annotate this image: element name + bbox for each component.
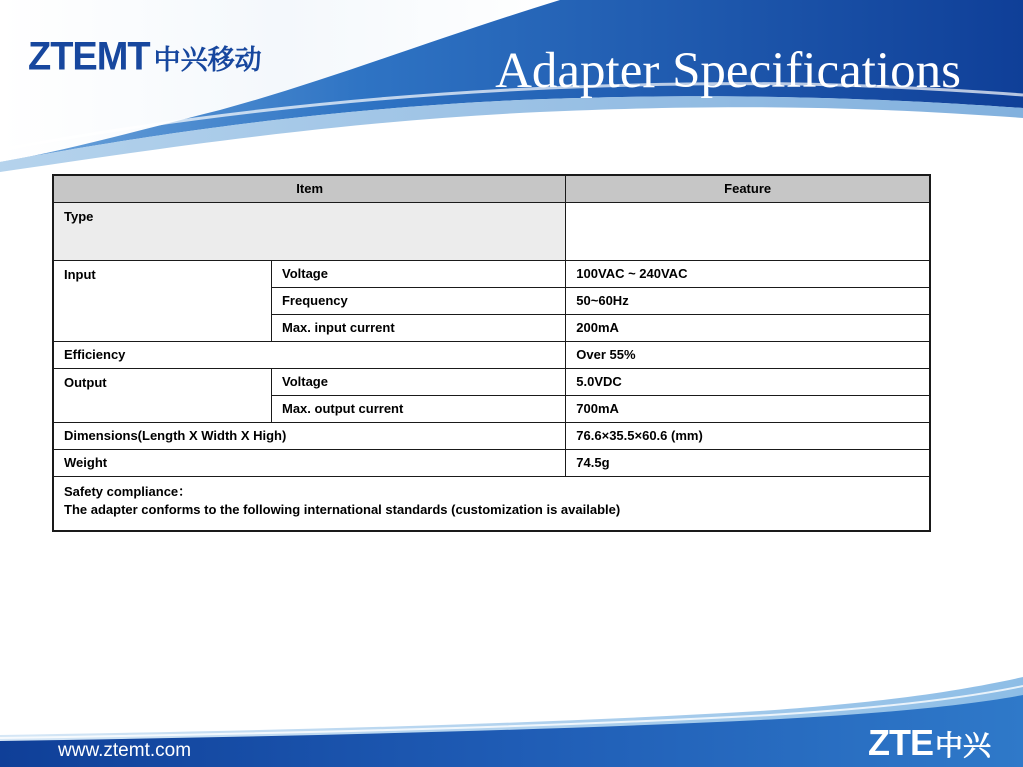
table-row	[53, 422, 930, 449]
footer-logo-chinese-text: 中兴	[934, 729, 991, 762]
table-row	[53, 260, 930, 287]
safety-compliance-text: The adapter conforms to the following international standards (customization is available)	[64, 501, 621, 517]
column-header-feature: Feature	[566, 175, 930, 202]
input-voltage-value: 100VAC ~ 240VAC	[566, 260, 930, 287]
safety-compliance-cell	[53, 476, 930, 531]
column-header-item: Item	[53, 175, 566, 202]
output-label: Output	[53, 368, 271, 422]
dimensions-label: Dimensions(Length X Width X High)	[53, 422, 566, 449]
efficiency-value: Over 55%	[566, 341, 930, 368]
table-row	[53, 449, 930, 476]
type-label: Type	[53, 202, 566, 260]
table-row	[53, 476, 930, 531]
logo-text: ZTEMT	[28, 34, 150, 80]
table-row	[53, 202, 930, 260]
ztemt-logo	[28, 36, 262, 79]
dimensions-value: 76.6×35.5×60.6 (mm)	[566, 422, 930, 449]
footer-logo-text: ZTE	[867, 722, 933, 763]
output-current-value: 700mA	[566, 395, 930, 422]
input-frequency-value: 50~60Hz	[566, 287, 930, 314]
input-frequency-label: Frequency	[271, 287, 565, 314]
output-voltage-value: 5.0VDC	[566, 368, 930, 395]
table-row	[53, 341, 930, 368]
output-current-label: Max. output current	[271, 395, 565, 422]
input-label: Input	[53, 260, 271, 341]
output-voltage-label: Voltage	[271, 368, 565, 395]
table-row	[53, 368, 930, 395]
input-voltage-label: Voltage	[271, 260, 565, 287]
input-current-value: 200mA	[566, 314, 930, 341]
type-value	[566, 202, 930, 260]
input-current-label: Max. input current	[271, 314, 565, 341]
weight-label: Weight	[53, 449, 566, 476]
safety-compliance-heading: Safety compliance：	[64, 483, 192, 499]
table-header-row	[53, 175, 930, 202]
zte-footer-logo	[868, 722, 991, 764]
logo-chinese-text: 中兴移动	[153, 45, 262, 76]
footer-website-link[interactable]: www.ztemt.com	[58, 740, 192, 761]
adapter-spec-table	[52, 174, 931, 532]
page-title: Adapter Specifications	[495, 43, 961, 99]
efficiency-label: Efficiency	[53, 341, 566, 368]
weight-value: 74.5g	[566, 449, 930, 476]
